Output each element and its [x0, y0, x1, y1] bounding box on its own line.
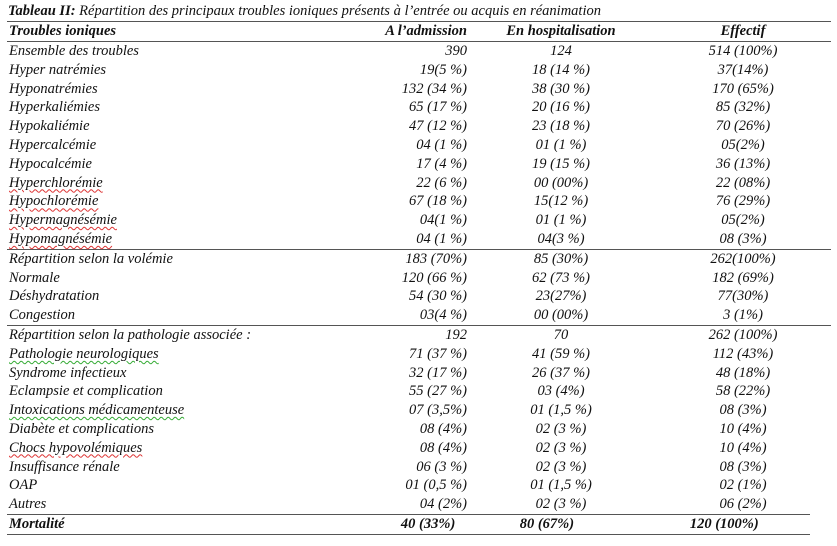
table-row [7, 345, 831, 364]
mortality-row [7, 514, 810, 535]
table-row [7, 249, 831, 269]
cell-effectif: 112 (43%) [712, 345, 774, 362]
cell-label: Chocs hypovolémiques [9, 439, 143, 456]
cell-label: Hyperkaliémies [9, 99, 100, 116]
cell-effectif: 70 (26%) [715, 118, 771, 135]
cell-effectif: 182 (69%) [712, 269, 774, 286]
cell-effectif: 08 (3%) [719, 402, 767, 419]
cell-admission: 04 (1 %) [416, 136, 467, 153]
cell-admission: 04 (2%) [419, 496, 467, 513]
cell-label: Intoxications médicamenteuse [9, 402, 185, 419]
cell-effectif: 36 (13%) [715, 155, 771, 172]
cell-admission: 06 (3 %) [416, 458, 467, 475]
cell-hospitalisation: 124 [550, 43, 572, 59]
table-row [7, 495, 831, 514]
table-row [7, 211, 831, 230]
cell-effectif: 48 (18%) [715, 364, 771, 381]
cell-label: Déshydratation [9, 288, 100, 305]
cell-hospitalisation: 85 (30%) [533, 250, 589, 267]
cell-effectif: 37(14%) [717, 61, 769, 78]
cell-hospitalisation: 26 (37 %) [532, 364, 590, 381]
cell-label: Eclampsie et complication [9, 383, 163, 400]
cell-hospitalisation: 03 (4%) [537, 383, 585, 400]
cell-admission: 120 (66 %) [401, 269, 467, 286]
cell-admission: 01 (0,5 %) [405, 477, 467, 494]
cell-hospitalisation: 41 (59 %) [532, 345, 590, 362]
table-row [7, 98, 831, 117]
table-row [7, 325, 831, 345]
table-row [7, 420, 831, 439]
cell-label: Hypermagnésémie [9, 212, 117, 229]
cell-admission: 32 (17 %) [409, 364, 467, 381]
cell-label: Hypokaliémie [9, 118, 90, 135]
cell-label: Normale [9, 269, 60, 286]
cell-admission: 08 (4%) [419, 420, 467, 437]
cell-effectif: 77(30%) [717, 288, 769, 305]
header-effectif: Effectif [720, 23, 766, 39]
cell-effectif: 76 (29%) [715, 193, 771, 210]
cell-hospitalisation: 00 (00%) [533, 307, 589, 324]
cell-hospitalisation: 38 (30 %) [532, 80, 590, 97]
table-caption [8, 3, 601, 20]
cell-label: Hypomagnésémie [9, 230, 113, 247]
cell-label: Hyperchlorémie [9, 174, 103, 191]
cell-effectif: 85 (32%) [715, 99, 771, 116]
cell-label: Pathologie neurologiques [9, 345, 159, 362]
cell-admission: 55 (27 %) [409, 383, 467, 400]
cell-label: Mortalité [9, 515, 65, 532]
cell-label: Insuffisance rénale [9, 458, 120, 475]
table-body [7, 42, 831, 514]
table-row [7, 80, 831, 99]
ionic-disorders-table [7, 21, 831, 535]
cell-hospitalisation: 02 (3 %) [535, 439, 587, 456]
cell-admission: 390 [445, 43, 467, 59]
table-header [7, 21, 831, 42]
table-row [7, 42, 831, 61]
cell-admission: 08 (4%) [419, 439, 467, 456]
cell-hospitalisation: 62 (73 %) [532, 269, 590, 286]
cell-label: Répartition selon la pathologie associée : [9, 326, 252, 343]
cell-hospitalisation: 70 [553, 326, 569, 343]
cell-admission: 19(5 %) [419, 61, 467, 78]
table-row [7, 136, 831, 155]
cell-admission: 22 (6 %) [416, 174, 467, 191]
cell-hospitalisation: 23(27%) [535, 288, 587, 305]
cell-label: Hypercalcémie [9, 136, 97, 153]
cell-label: Diabète et complications [9, 420, 154, 437]
cell-admission: 04(1 %) [419, 212, 467, 229]
cell-admission: 17 (4 %) [416, 155, 467, 172]
cell-label: Syndrome infectieux [9, 364, 127, 381]
cell-label: Ensemble des troubles [9, 43, 139, 59]
cell-hospitalisation: 00 (00%) [533, 174, 589, 191]
cell-hospitalisation: 02 (3 %) [535, 420, 587, 437]
cell-hospitalisation: 01 (1 %) [535, 212, 587, 229]
header-troubles: Troubles ioniques [9, 23, 117, 39]
table-row [7, 439, 831, 458]
cell-effectif: 170 (65%) [712, 80, 774, 97]
cell-hospitalisation: 19 (15 %) [532, 155, 590, 172]
table-row [7, 306, 831, 325]
cell-effectif: 10 (4%) [719, 420, 767, 437]
table-row [7, 458, 831, 477]
table-row [7, 476, 831, 495]
cell-admission: 183 (70%) [405, 250, 467, 267]
table-row [7, 401, 831, 420]
cell-hospitalisation: 02 (3 %) [535, 496, 587, 513]
cell-effectif: 514 (100%) [708, 43, 778, 59]
cell-effectif: 262 (100%) [708, 326, 778, 343]
cell-label: Hypochlorémie [9, 193, 99, 210]
table-row [7, 117, 831, 136]
cell-admission: 40 (33%) [400, 515, 456, 532]
cell-label: Hypocalcémie [9, 155, 92, 172]
cell-effectif: 120 (100%) [689, 515, 759, 532]
table-row [7, 364, 831, 383]
cell-effectif: 58 (22%) [715, 383, 771, 400]
table-row [7, 230, 831, 249]
caption-text: Répartition des principaux troubles ioniques présents à l’entrée ou acquis en réanimation [75, 3, 601, 19]
cell-hospitalisation: 02 (3 %) [535, 458, 587, 475]
table-row [7, 192, 831, 211]
table-row [7, 174, 831, 193]
cell-effectif: 10 (4%) [719, 439, 767, 456]
header-hospitalisation: En hospitalisation [506, 23, 616, 39]
cell-effectif: 06 (2%) [719, 496, 767, 513]
cell-label: Hyponatrémies [9, 80, 98, 97]
cell-effectif: 262(100%) [710, 250, 776, 267]
cell-hospitalisation: 15(12 %) [533, 193, 589, 210]
cell-label: Autres [9, 496, 47, 513]
cell-effectif: 08 (3%) [719, 230, 767, 247]
cell-admission: 71 (37 %) [409, 345, 467, 362]
cell-effectif: 3 (1%) [723, 307, 763, 324]
table-row [7, 269, 831, 288]
header-admission: A l’admission [385, 23, 467, 39]
cell-hospitalisation: 04(3 %) [537, 230, 585, 247]
cell-admission: 47 (12 %) [409, 118, 467, 135]
table-row [7, 287, 831, 306]
cell-effectif: 05(2%) [721, 212, 765, 229]
cell-label: OAP [9, 477, 38, 494]
cell-admission: 04 (1 %) [416, 230, 467, 247]
table-row [7, 155, 831, 174]
cell-admission: 54 (30 %) [409, 288, 467, 305]
cell-admission: 132 (34 %) [401, 80, 467, 97]
cell-effectif: 08 (3%) [719, 458, 767, 475]
table-row [7, 61, 831, 80]
table-row [7, 382, 831, 401]
cell-admission: 192 [445, 326, 467, 343]
cell-admission: 07 (3,5%) [409, 402, 467, 419]
cell-effectif: 02 (1%) [719, 477, 767, 494]
cell-admission: 67 (18 %) [409, 193, 467, 210]
cell-hospitalisation: 23 (18 %) [532, 118, 590, 135]
cell-label: Répartition selon la volémie [9, 250, 173, 267]
cell-hospitalisation: 01 (1,5 %) [530, 402, 592, 419]
caption-label: Tableau II: [8, 3, 76, 19]
cell-hospitalisation: 01 (1,5 %) [530, 477, 592, 494]
cell-hospitalisation: 20 (16 %) [532, 99, 590, 116]
cell-effectif: 05(2%) [721, 136, 765, 153]
cell-hospitalisation: 80 (67%) [519, 515, 575, 532]
cell-admission: 03(4 %) [419, 307, 467, 324]
cell-label: Hyper natrémies [9, 61, 107, 78]
cell-admission: 65 (17 %) [409, 99, 467, 116]
cell-hospitalisation: 18 (14 %) [532, 61, 590, 78]
cell-label: Congestion [9, 307, 76, 324]
cell-effectif: 22 (08%) [715, 174, 771, 191]
cell-hospitalisation: 01 (1 %) [535, 136, 587, 153]
